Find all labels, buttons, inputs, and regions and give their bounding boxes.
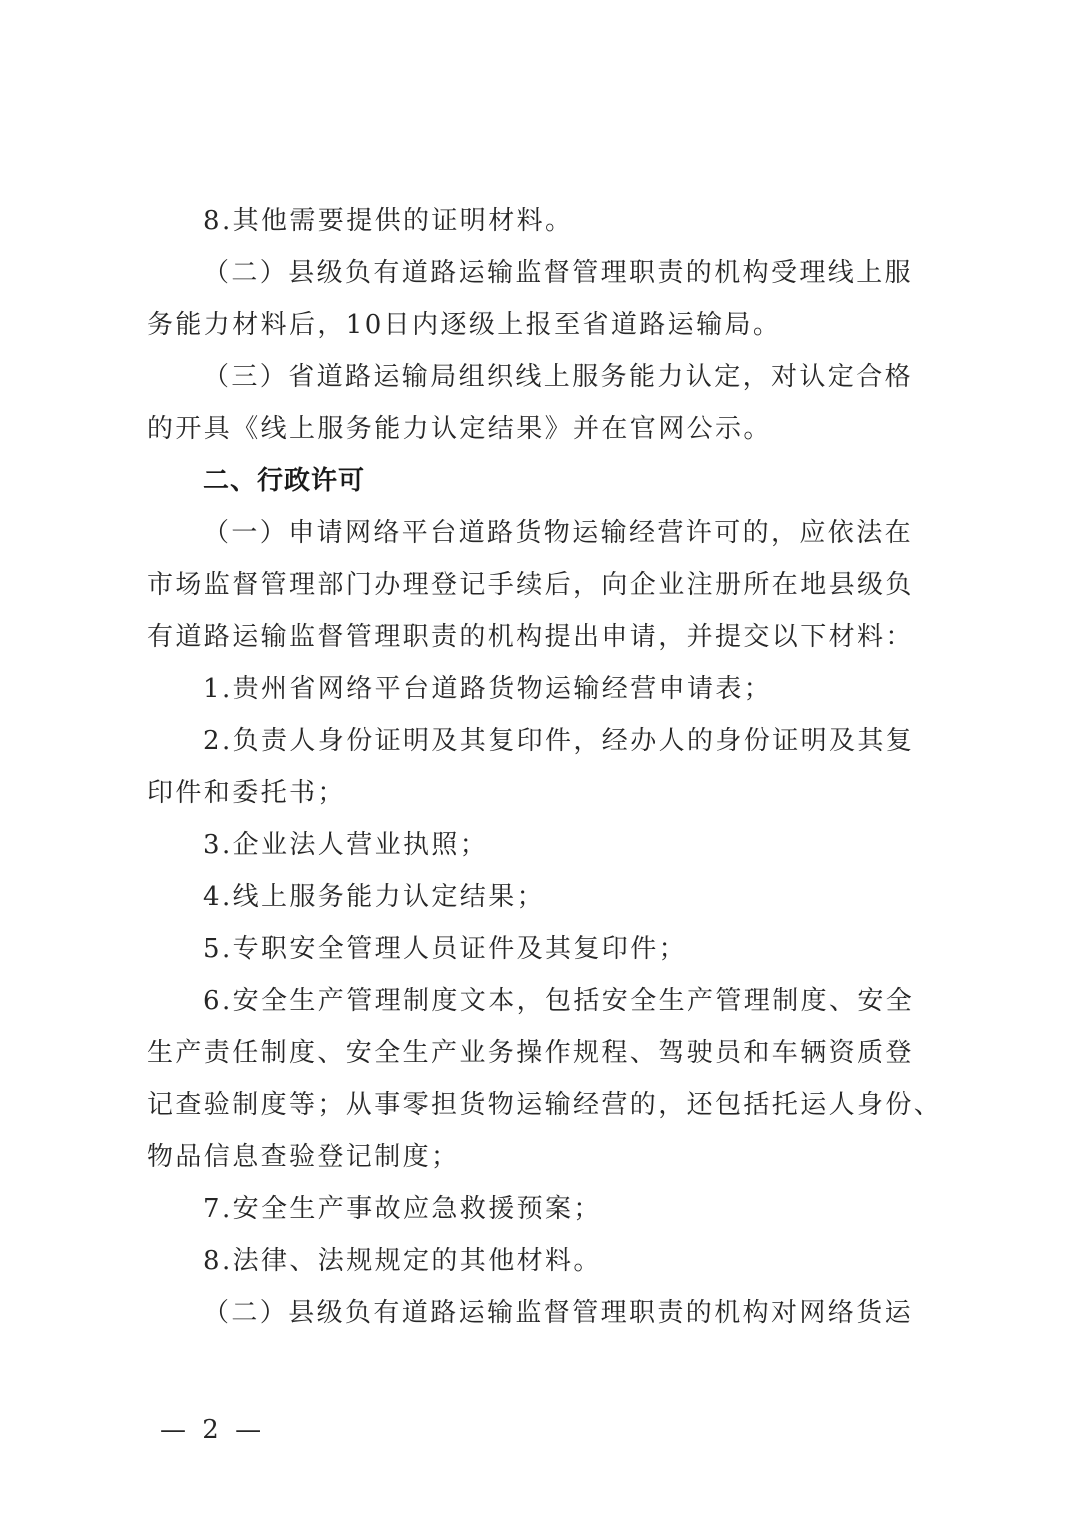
list-item-6-cont-3: 物品信息查验登记制度； <box>147 1142 460 1172</box>
paragraph-license-1-start: （一）申请网络平台道路货物运输经营许可的，应依法在 <box>203 518 914 548</box>
list-item-6-cont-1: 生产责任制度、安全生产业务操作规程、驾驶员和车辆资质登 <box>147 1038 914 1068</box>
list-item-8-other-proof: 8.其他需要提供的证明材料。 <box>203 206 574 236</box>
list-item-8-other-materials: 8.法律、法规规定的其他材料。 <box>203 1246 602 1276</box>
list-item-2-identity-proof: 2.负责人身份证明及其复印件，经办人的身份证明及其复 <box>203 726 915 756</box>
paragraph-3-start: （三）省道路运输局组织线上服务能力认定，对认定合格 <box>203 362 914 392</box>
list-item-6-cont-2: 记查验制度等；从事零担货物运输经营的，还包括托运人身份、 <box>147 1090 943 1120</box>
paragraph-license-2-start: （二）县级负有道路运输监督管理职责的机构对网络货运 <box>203 1298 914 1328</box>
list-item-6-safety-system: 6.安全生产管理制度文本，包括安全生产管理制度、安全 <box>203 986 915 1016</box>
list-item-4-capability-result: 4.线上服务能力认定结果； <box>203 882 546 912</box>
page-number: — 2 — <box>160 1415 266 1445</box>
list-item-2-cont: 印件和委托书； <box>147 778 346 808</box>
list-item-1-application-form: 1.贵州省网络平台道路货物运输经营申请表； <box>203 674 773 704</box>
section-heading-administrative-license: 二、行政许可 <box>203 466 366 496</box>
paragraph-license-1-cont-1: 市场监督管理部门办理登记手续后，向企业注册所在地县级负 <box>147 570 914 600</box>
paragraph-3-cont: 的开具《线上服务能力认定结果》并在官网公示。 <box>147 414 772 444</box>
list-item-5-safety-staff: 5.专职安全管理人员证件及其复印件； <box>203 934 688 964</box>
paragraph-2-start: （二）县级负有道路运输监督管理职责的机构受理线上服 <box>203 258 914 288</box>
list-item-3-business-license: 3.企业法人营业执照； <box>203 830 489 860</box>
paragraph-license-1-cont-2: 有道路运输监督管理职责的机构提出申请，并提交以下材料： <box>147 622 914 652</box>
paragraph-2-cont: 务能力材料后，10日内逐级上报至省道路运输局。 <box>147 310 782 340</box>
list-item-7-emergency-plan: 7.安全生产事故应急救援预案； <box>203 1194 602 1224</box>
